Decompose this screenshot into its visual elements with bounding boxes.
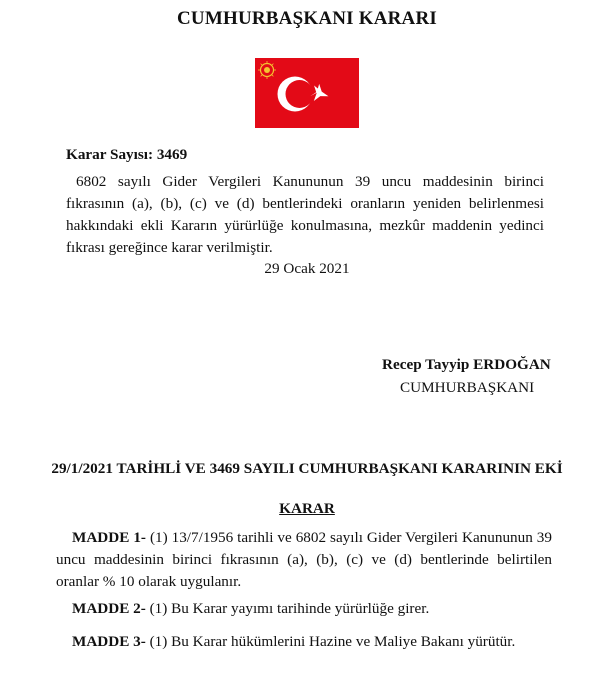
turkish-flag-icon bbox=[255, 58, 359, 128]
article-text: (1) Bu Karar hükümlerini Hazine ve Maliye Bakanı yürütür. bbox=[145, 633, 516, 650]
preamble-paragraph: 6802 sayılı Gider Vergileri Kanununun 39 uncu maddesinin birinci fıkrasının (a), (b), (c) ve (d) bentlerindeki oranların yeniden belirlenmesi hakkındaki ekli Kararın yürürlüğe konulmasına, mezkûr maddenin yedinci fıkrası gereğince karar verilmiştir. bbox=[66, 173, 544, 256]
article-3 bbox=[72, 631, 552, 653]
presidential-seal-icon bbox=[258, 61, 276, 79]
article-1 bbox=[56, 527, 552, 593]
decision-date: 29 Ocak 2021 bbox=[264, 260, 350, 277]
article-text: (1) 13/7/1956 tarihli ve 6802 sayılı Gider Vergileri Kanununun 39 uncu maddesinin birinci fıkrasının (a), (b), (c) ve (d) bentlerinde belirtilen oranlar % 10 olarak uygulanır. bbox=[56, 529, 552, 590]
decision-number: Karar Sayısı: 3469 bbox=[66, 146, 188, 163]
page-title: CUMHURBAŞKANI KARARI bbox=[177, 8, 437, 29]
article-label: MADDE 2- bbox=[72, 600, 146, 617]
karar-heading: KARAR bbox=[279, 500, 335, 517]
annex-title: 29/1/2021 TARİHLİ VE 3469 SAYILI CUMHURBAŞKANI KARARININ EKİ bbox=[51, 460, 563, 477]
article-label: MADDE 3- bbox=[72, 633, 146, 650]
article-label: MADDE 1- bbox=[72, 529, 146, 546]
signer-name bbox=[382, 354, 551, 376]
article-2 bbox=[72, 598, 552, 620]
signer-office: CUMHURBAŞKANI bbox=[400, 379, 535, 396]
article-text: (1) Bu Karar yayımı tarihinde yürürlüğe girer. bbox=[145, 600, 430, 617]
signer-first-names: Recep Tayyip bbox=[382, 356, 470, 373]
signer-surname: ERDOĞAN bbox=[473, 356, 551, 373]
